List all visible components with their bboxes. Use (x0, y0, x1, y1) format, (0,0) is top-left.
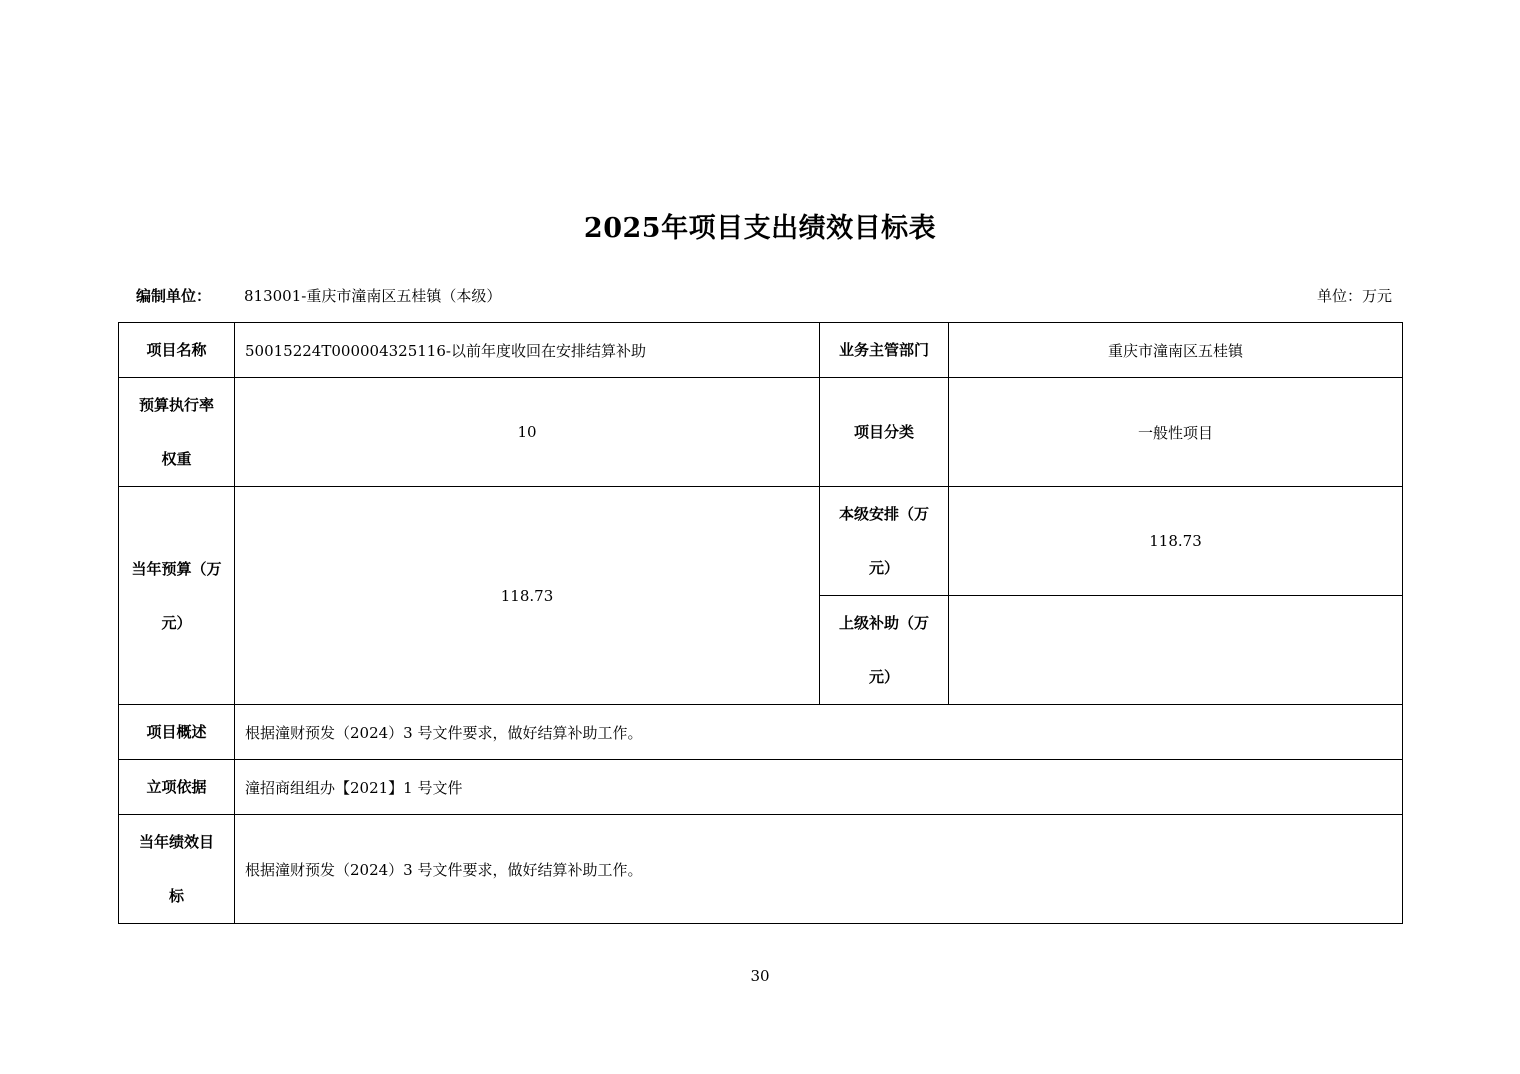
goal-value: 根据潼财预发（2024）3 号文件要求，做好结算补助工作。 (235, 815, 1403, 924)
page-number: 30 (750, 967, 770, 985)
budget-label (119, 487, 235, 705)
currency-label: 单位：万元 (1316, 287, 1392, 305)
local-value: 118.73 (949, 487, 1403, 596)
local-label (820, 487, 949, 596)
dept-label: 业务主管部门 (820, 323, 949, 378)
budget-label-line1: 当年预算（万 (131, 559, 222, 578)
table-row (119, 705, 1403, 760)
upper-label-line2: 元） (868, 668, 899, 686)
exec-rate-label-line2: 权重 (161, 450, 192, 468)
page-title: 2025年项目支出绩效目标表 (583, 213, 937, 244)
unit-value: 813001-重庆市潼南区五桂镇（本级） (244, 287, 502, 305)
table-row (119, 760, 1403, 815)
category-value: 一般性项目 (949, 378, 1403, 487)
table-row (119, 815, 1403, 924)
overview-label: 项目概述 (119, 705, 235, 760)
local-label-line1: 本级安排（万 (838, 505, 929, 523)
upper-label-line1: 上级补助（万 (838, 614, 929, 632)
unit-label: 编制单位： (136, 287, 212, 305)
dept-value: 重庆市潼南区五桂镇 (949, 323, 1403, 378)
exec-rate-label (119, 378, 235, 487)
goal-label (119, 815, 235, 924)
budget-label-line2: 元） (161, 613, 192, 632)
category-label: 项目分类 (820, 378, 949, 487)
exec-rate-label-line1: 预算执行率 (138, 396, 214, 414)
basis-label: 立项依据 (119, 760, 235, 815)
upper-value (949, 596, 1403, 705)
project-name-value: 50015224T000004325116-以前年度收回在安排结算补助 (235, 323, 820, 378)
table-row (119, 487, 1403, 596)
overview-value: 根据潼财预发（2024）3 号文件要求，做好结算补助工作。 (235, 705, 1403, 760)
basis-value: 潼招商组组办【2021】1 号文件 (235, 760, 1403, 815)
project-name-label: 项目名称 (119, 323, 235, 378)
budget-value: 118.73 (235, 487, 820, 705)
upper-label (820, 596, 949, 705)
goal-label-line1: 当年绩效目 (138, 833, 214, 851)
performance-table (118, 322, 1403, 924)
goal-label-line2: 标 (168, 887, 184, 905)
table-row (119, 323, 1403, 378)
exec-rate-value: 10 (235, 378, 820, 487)
local-label-line2: 元） (868, 559, 899, 577)
table-row (119, 378, 1403, 487)
